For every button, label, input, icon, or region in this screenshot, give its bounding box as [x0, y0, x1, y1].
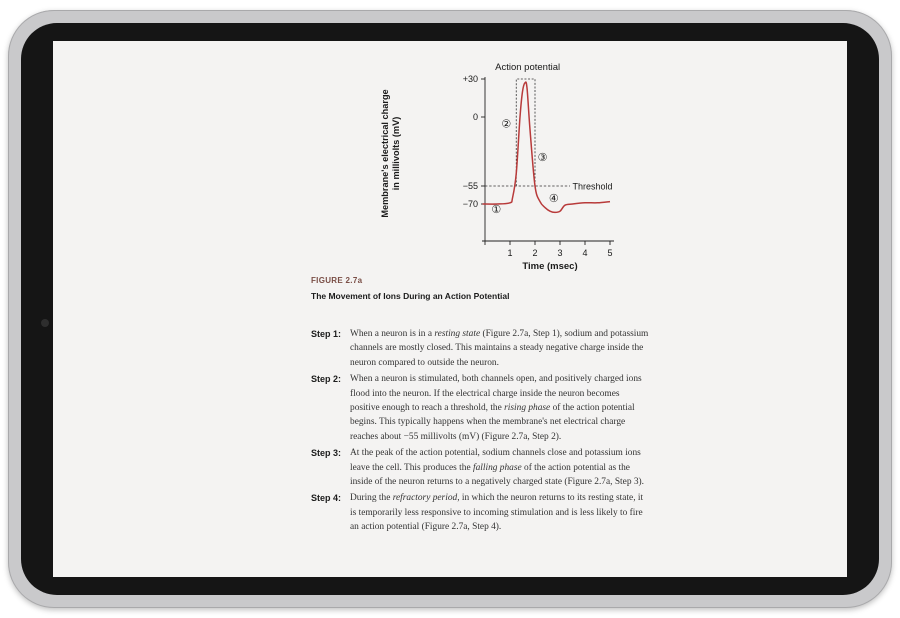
step-item — [311, 327, 651, 370]
step-item — [311, 491, 651, 534]
step-item — [311, 372, 651, 444]
step-markers — [491, 118, 559, 216]
x-axis-label: Time (msec) — [522, 261, 578, 272]
step-text[interactable] — [350, 327, 651, 370]
step-marker: ③ — [537, 152, 548, 165]
y-tick-label: 0 — [472, 112, 478, 123]
figure-title: The Movement of Ions During an Action Potential — [311, 291, 510, 301]
step-text-segment: During the — [350, 493, 393, 504]
camera-icon — [41, 319, 49, 327]
series-line — [483, 82, 611, 212]
step-term: refractory period — [392, 493, 458, 504]
x-tick-label: 2 — [532, 248, 538, 258]
y-tick-label: −70 — [462, 199, 478, 210]
threshold-label: Threshold — [572, 181, 613, 192]
y-tick-label: +30 — [462, 74, 478, 85]
chart-axes — [482, 77, 614, 241]
y-axis-label — [380, 89, 401, 217]
threshold-line — [485, 181, 613, 191]
step-text-segment: , in which the neuron returns to its resting state, it is temporarily less responsive to incoming stimulation and is less likely to fire an action potential (Figure 2.7a, Step 4). — [350, 493, 644, 533]
step-label: Step 4: — [311, 493, 342, 504]
step-label: Step 3: — [311, 448, 342, 459]
step-marker: ④ — [548, 193, 559, 205]
y-axis-label-line: in millivolts (mV) — [391, 116, 401, 191]
step-term: falling phase — [472, 462, 522, 473]
step-item — [311, 446, 651, 489]
step-term: rising phase — [504, 403, 551, 414]
step-text-segment: (Figure 2.7a, Step 1), sodium and potassium channels are mostly closed. This maintains a steady negative charge inside the neuron compared to outside the neuron. — [350, 329, 649, 368]
step-text-segment: of the action potential begins. This typically happens when the membrane's net electrical charge reaches about −55 millivolts (mV) (Figure 2.7a, Step 2). — [350, 403, 635, 442]
step-text[interactable] — [350, 491, 651, 534]
step-marker: ② — [501, 118, 512, 131]
tablet-screen[interactable] — [53, 41, 847, 577]
x-tick-label: 1 — [507, 248, 513, 258]
step-text[interactable] — [350, 372, 651, 444]
step-text-segment: When a neuron is stimulated, both channels open, and positively charged ions flood into the neuron. If the electrical charge inside the neuron becomes positive enough to reach a threshold, the — [350, 374, 642, 414]
step-marker: ① — [491, 203, 502, 216]
step-label: Step 1: — [311, 329, 342, 339]
x-tick-label: 5 — [607, 248, 613, 258]
step-label: Step 2: — [311, 374, 342, 385]
figure-number: FIGURE 2.7a — [311, 276, 363, 285]
step-text-segment: At the peak of the action potential, sodium channels close and potassium ions leave the cell. This produces the — [350, 448, 641, 473]
y-tick-label: −55 — [462, 181, 478, 192]
y-axis-label-line: Membrane's electrical charge — [380, 89, 390, 218]
steps-list — [311, 327, 651, 537]
chart-series — [483, 82, 611, 212]
step-term: resting state — [434, 329, 481, 339]
step-text-segment: of the action potential as the inside of the neuron returns to a negatively charged state (Figure 2.7a, Step 3). — [350, 462, 645, 488]
x-tick-label: 3 — [557, 248, 563, 258]
chart-title: Action potential — [495, 62, 561, 73]
chart-labels — [522, 261, 577, 272]
figure-caption — [311, 276, 711, 301]
step-text-segment: When a neuron is in a — [350, 329, 435, 339]
x-tick-label: 4 — [582, 248, 588, 258]
action-potential-chart — [373, 51, 613, 272]
step-text[interactable] — [350, 446, 651, 489]
